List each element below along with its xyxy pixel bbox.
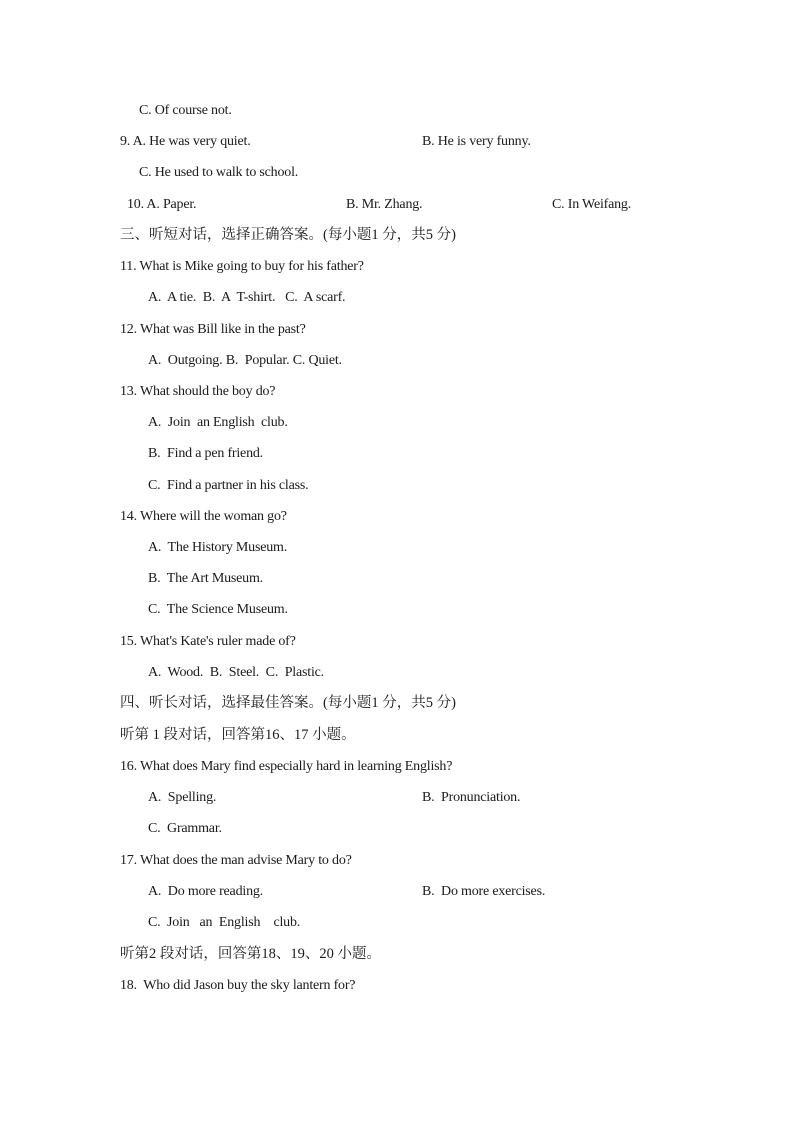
dialogue-1-instruction: 听第 1 段对话，回答第16、17 小题。 — [120, 727, 356, 743]
q14-question: 14. Where will the woman go? — [120, 509, 287, 524]
section-4-heading: 四、听长对话，选择最佳答案。(每小题1 分，共5 分) — [120, 695, 456, 711]
q13-question: 13. What should the boy do? — [120, 384, 276, 399]
q8-option-c: C. Of course not. — [139, 103, 232, 118]
q14-option-a: A. The History Museum. — [148, 540, 288, 555]
q18-question: 18. Who did Jason buy the sky lantern for? — [120, 978, 356, 993]
q11-question: 11. What is Mike going to buy for his father? — [120, 259, 364, 274]
q10-option-b: B. Mr. Zhang. — [346, 197, 423, 212]
q15-question: 15. What's Kate's ruler made of? — [120, 634, 296, 649]
q17-option-b: B. Do more exercises. — [422, 884, 546, 899]
q16-question: 16. What does Mary find especially hard in learning English? — [120, 759, 453, 774]
q13-option-a: A. Join an English club. — [148, 415, 288, 430]
q13-option-b: B. Find a pen friend. — [148, 446, 263, 461]
q16-option-b: B. Pronunciation. — [422, 790, 521, 805]
q11-options: A. A tie. B. A T-shirt. C. A scarf. — [148, 290, 346, 305]
q16-option-c: C. Grammar. — [148, 821, 222, 836]
dialogue-2-instruction: 听第2 段对话，回答第18、19、20 小题。 — [120, 946, 381, 962]
q14-option-c: C. The Science Museum. — [148, 602, 288, 617]
q10-option-a: 10. A. Paper. — [127, 197, 197, 212]
q17-option-a: A. Do more reading. — [148, 884, 263, 899]
q17-question: 17. What does the man advise Mary to do? — [120, 853, 352, 868]
q12-options: A. Outgoing. B. Popular. C. Quiet. — [148, 353, 342, 368]
q16-option-a: A. Spelling. — [148, 790, 217, 805]
q17-option-c: C. Join an English club. — [148, 915, 301, 930]
q14-option-b: B. The Art Museum. — [148, 571, 263, 586]
q9-option-c: C. He used to walk to school. — [139, 165, 299, 180]
section-3-heading: 三、听短对话，选择正确答案。(每小题1 分，共5 分) — [120, 227, 456, 243]
q10-option-c: C. In Weifang. — [552, 197, 632, 212]
q9-option-a: 9. A. He was very quiet. — [120, 134, 251, 149]
q15-options: A. Wood. B. Steel. C. Plastic. — [148, 665, 324, 680]
q12-question: 12. What was Bill like in the past? — [120, 322, 306, 337]
q9-option-b: B. He is very funny. — [422, 134, 531, 149]
q13-option-c: C. Find a partner in his class. — [148, 478, 309, 493]
